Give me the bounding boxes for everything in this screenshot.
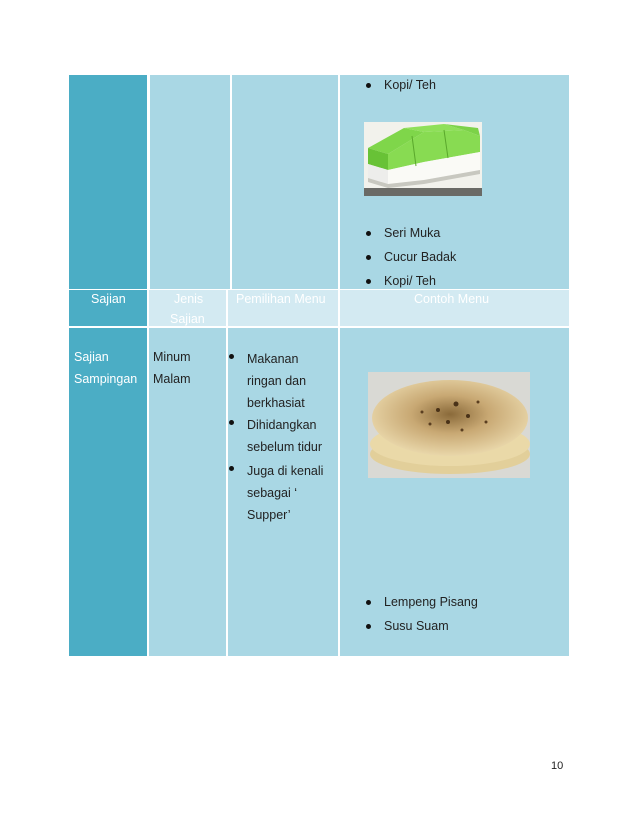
row-sajian-line1: Sajian <box>74 350 109 364</box>
page-number: 10 <box>551 760 564 772</box>
row-jenis-line1: Minum <box>153 350 191 364</box>
pemilihan-item-2 <box>229 414 334 458</box>
lempeng-pisang-image <box>368 372 530 478</box>
pemilihan-1-line2: ringan dan <box>247 374 307 388</box>
header-sajian-2: Sajian <box>170 312 205 326</box>
header-jenis: Jenis <box>174 292 204 306</box>
top-col2-cell <box>150 75 230 289</box>
row-sajian-text <box>74 346 137 390</box>
pemilihan-2-line2: sebelum tidur <box>247 440 323 454</box>
pemilihan-1-line1: Makanan <box>247 352 299 366</box>
row-jenis-text <box>153 346 191 390</box>
kuih-seri-muka-image <box>364 122 482 196</box>
pemilihan-2-line1: Dihidangkan <box>247 418 317 432</box>
row-jenis-line2: Malam <box>153 372 191 386</box>
pemilihan-1-line3: berkhasiat <box>247 396 305 410</box>
header-contoh-menu: Contoh Menu <box>414 292 490 306</box>
header-pemilihan-menu: Pemilihan Menu <box>236 292 326 306</box>
header-sajian: Sajian <box>91 292 126 306</box>
pemilihan-3-line1: Juga di kenali <box>247 464 324 478</box>
pemilihan-item-1 <box>229 348 334 414</box>
pemilihan-3-line3: Supper’ <box>247 508 291 522</box>
pemilihan-3-line2: sebagai ‘ <box>247 486 298 500</box>
top-col3-cell <box>232 75 338 289</box>
top-col1-cell <box>69 75 147 289</box>
pemilihan-item-3 <box>229 460 334 526</box>
row-sajian-line2: Sampingan <box>74 372 138 386</box>
